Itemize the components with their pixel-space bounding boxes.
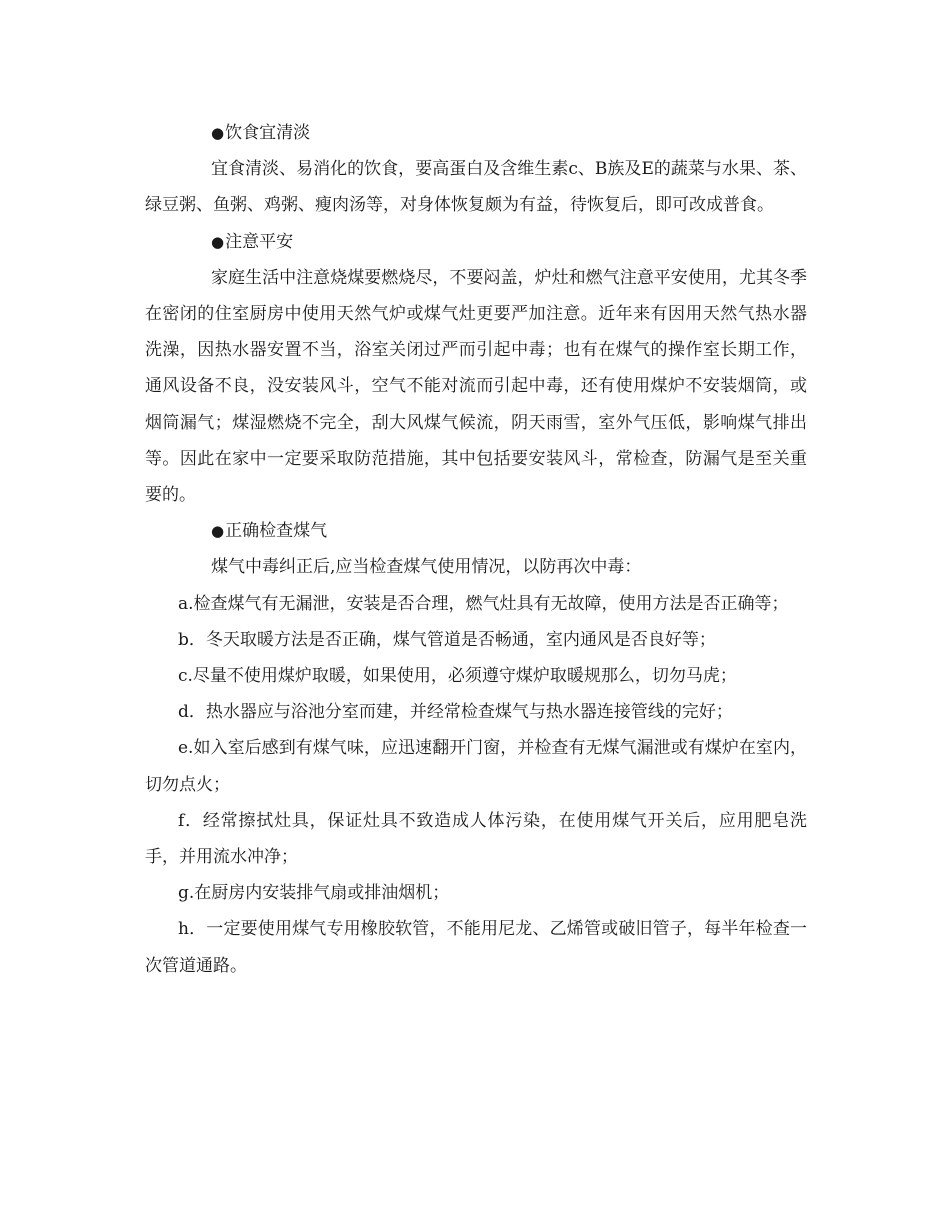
list-item-a: a.检查煤气有无漏泄，安装是否合理，燃气灶具有无故障，使用方法是否正确等； [178, 593, 789, 614]
bullet-icon: ● [211, 124, 225, 142]
list-item-h: h．一定要使用煤气专用橡胶软管，不能用尼龙、乙烯管或破旧管子，每半年检查一次管道通路。 [145, 919, 807, 976]
section-heading-diet [145, 115, 807, 151]
heading-text: 正确检查煤气 [225, 521, 328, 542]
paragraph-gas-check-intro: 煤气中毒纠正后,应当检查煤气使用情况，以防再次中毒： [211, 557, 642, 578]
section-heading-gas-check [145, 513, 807, 549]
section-heading-safety [145, 224, 807, 260]
bullet-icon: ● [211, 232, 225, 251]
list-item-g: g.在厨房内安装排气扇或排油烟机； [178, 883, 450, 904]
list-item-b: b．冬天取暖方法是否正确，煤气管道是否畅通，室内通风是否良好等； [178, 629, 716, 650]
paragraph-safety: 家庭生活中注意烧煤要燃烧尽，不要闷盖，炉灶和燃气注意平安使用，尤其冬季在密闭的住室厨房中使用天然气炉或煤气灶更要严加注意。近年来有因用天然气热水器洗澡，因热水器安置不当，浴室关闭过严而引起中毒；也有在煤气的操作室长期工作，通风设备不良，没安装风斗，空气不能对流而引起中毒，还有使用煤炉不安装烟筒，或烟筒漏气；煤湿燃烧不完全，刮大风煤气候流，阴天雨雪，室外气压低，影响煤气排出等。因此在家中一定要采取防范措施，其中包括要安装风斗，常检查，防漏气是至关重要的。 [145, 267, 807, 506]
list-item-c: c.尽量不使用煤炉取暖，如果使用，必须遵守煤炉取暖规那么，切勿马虎； [178, 666, 737, 687]
paragraph-diet: 宜食清淡、易消化的饮食，要高蛋白及含维生素c、B族及E的蔬菜与水果、茶、绿豆粥、鱼粥、鸡粥、瘦肉汤等，对身体恢复颇为有益，待恢复后，即可改成普食。 [145, 159, 807, 216]
heading-text: 注意平安 [225, 231, 294, 252]
bullet-icon: ● [211, 522, 225, 541]
document-page [145, 115, 807, 984]
list-item-e: e.如入室后感到有煤气味，应迅速翻开门窗，并检查有无煤气漏泄或有煤炉在室内，切勿点火； [145, 738, 807, 795]
heading-text: 饮食宜清淡 [225, 123, 311, 143]
list-item-f: f．经常擦拭灶具，保证灶具不致造成人体污染，在使用煤气开关后，应用肥皂洗手，并用流水冲净； [145, 810, 807, 868]
list-item-d: d．热水器应与浴池分室而建，并经常检查煤气与热水器连接管线的完好； [178, 702, 733, 723]
